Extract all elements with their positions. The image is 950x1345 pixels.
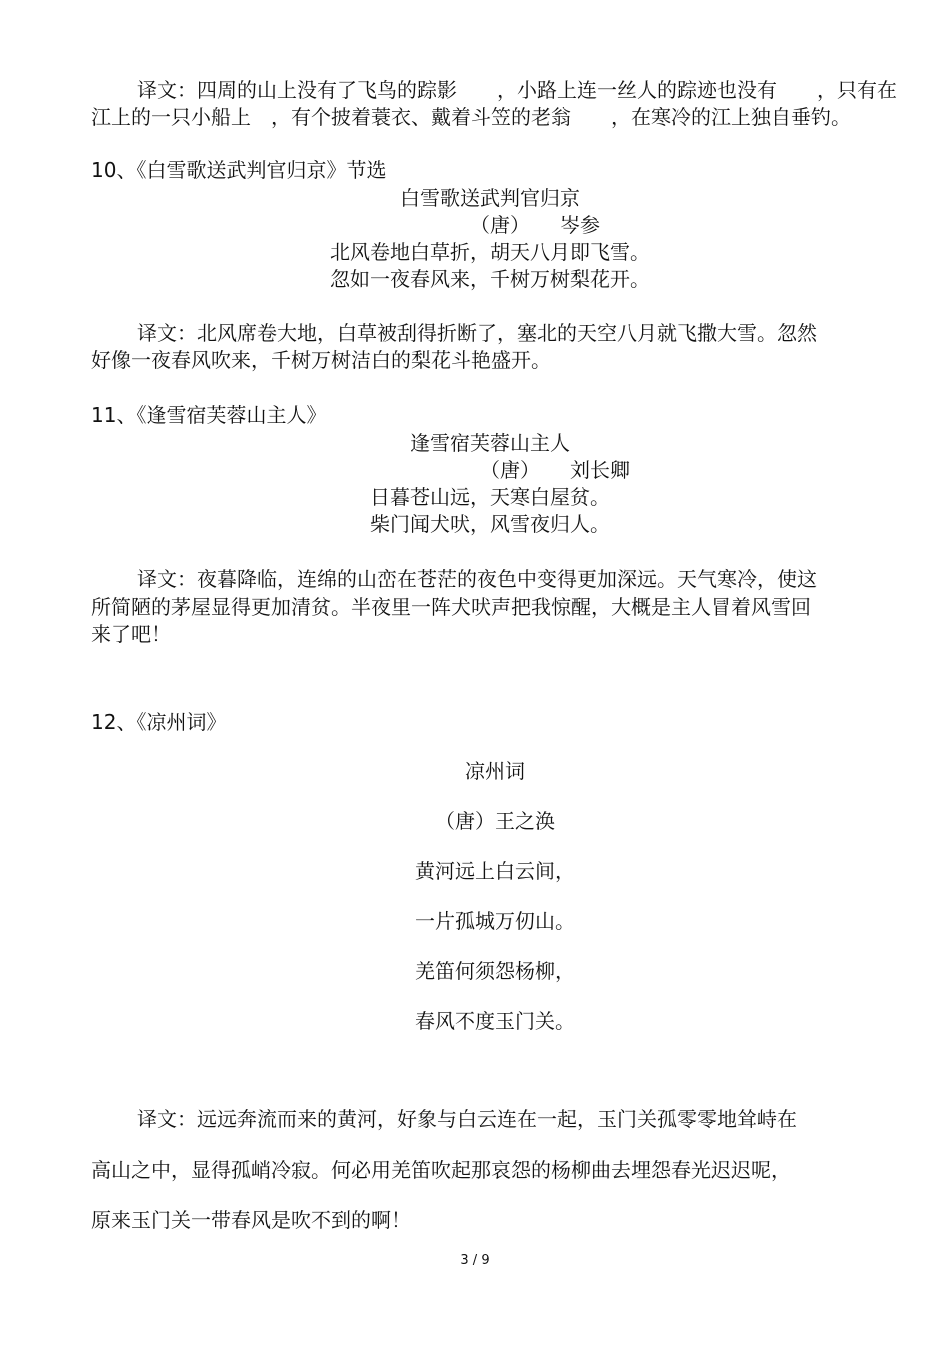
poem-line: 一片孤城万仞山。 <box>415 909 575 933</box>
poem-title: 逢雪宿芙蓉山主人 <box>410 431 570 455</box>
poem-line: 柴门闻犬吠，风雪夜归人。 <box>370 512 610 536</box>
translation-line: 好像一夜春风吹来，千树万树洁白的梨花斗艳盛开。 <box>91 348 551 372</box>
translation-line: 高山之中，显得孤峭冷寂。何必用羌笛吹起那哀怨的杨柳曲去埋怨春光迟迟呢， <box>91 1158 791 1182</box>
poem-title: 白雪歌送武判官归京 <box>400 186 580 210</box>
translation-line: 译文：四周的山上没有了飞鸟的踪影 ，小路上连一丝人的踪迹也没有 ，只有在 <box>137 78 897 102</box>
poem-title: 凉州词 <box>465 759 525 783</box>
translation-line: 江上的一只小船上 ，有个披着蓑衣、戴着斗笠的老翁 ，在寒冷的江上独自垂钓。 <box>91 105 851 129</box>
section-heading: 12、《凉州词》 <box>91 710 227 734</box>
section-heading: 10、《白雪歌送武判官归京》节选 <box>91 158 387 182</box>
page-number: 3 / 9 <box>460 1253 490 1268</box>
poem-line: 羌笛何须怨杨柳， <box>415 959 575 983</box>
translation-line: 译文：夜暮降临，连绵的山峦在苍茫的夜色中变得更加深远。天气寒冷，使这 <box>137 567 817 591</box>
translation-line: 来了吧！ <box>91 622 171 646</box>
translation-line: 译文：北风席卷大地，白草被刮得折断了，塞北的天空八月就飞撒大雪。忽然 <box>137 321 817 345</box>
poem-line: 忽如一夜春风来，千树万树梨花开。 <box>330 267 650 291</box>
poem-line: 黄河远上白云间， <box>415 859 575 883</box>
translation-line: 所简陋的茅屋显得更加清贫。半夜里一阵犬吠声把我惊醒，大概是主人冒着风雪回 <box>91 595 811 619</box>
poem-line: 春风不度玉门关。 <box>415 1009 575 1033</box>
poem-author: （唐）王之涣 <box>435 809 555 833</box>
translation-line: 原来玉门关一带春风是吹不到的啊！ <box>91 1208 411 1232</box>
poem-author: （唐） 岑参 <box>470 213 600 237</box>
translation-line: 译文：远远奔流而来的黄河，好象与白云连在一起，玉门关孤零零地耸峙在 <box>137 1107 797 1131</box>
poem-line: 北风卷地白草折，胡天八月即飞雪。 <box>330 240 650 264</box>
poem-author: （唐） 刘长卿 <box>480 458 630 482</box>
section-heading: 11、《逢雪宿芙蓉山主人》 <box>91 403 327 427</box>
poem-line: 日暮苍山远，天寒白屋贫。 <box>370 485 610 509</box>
